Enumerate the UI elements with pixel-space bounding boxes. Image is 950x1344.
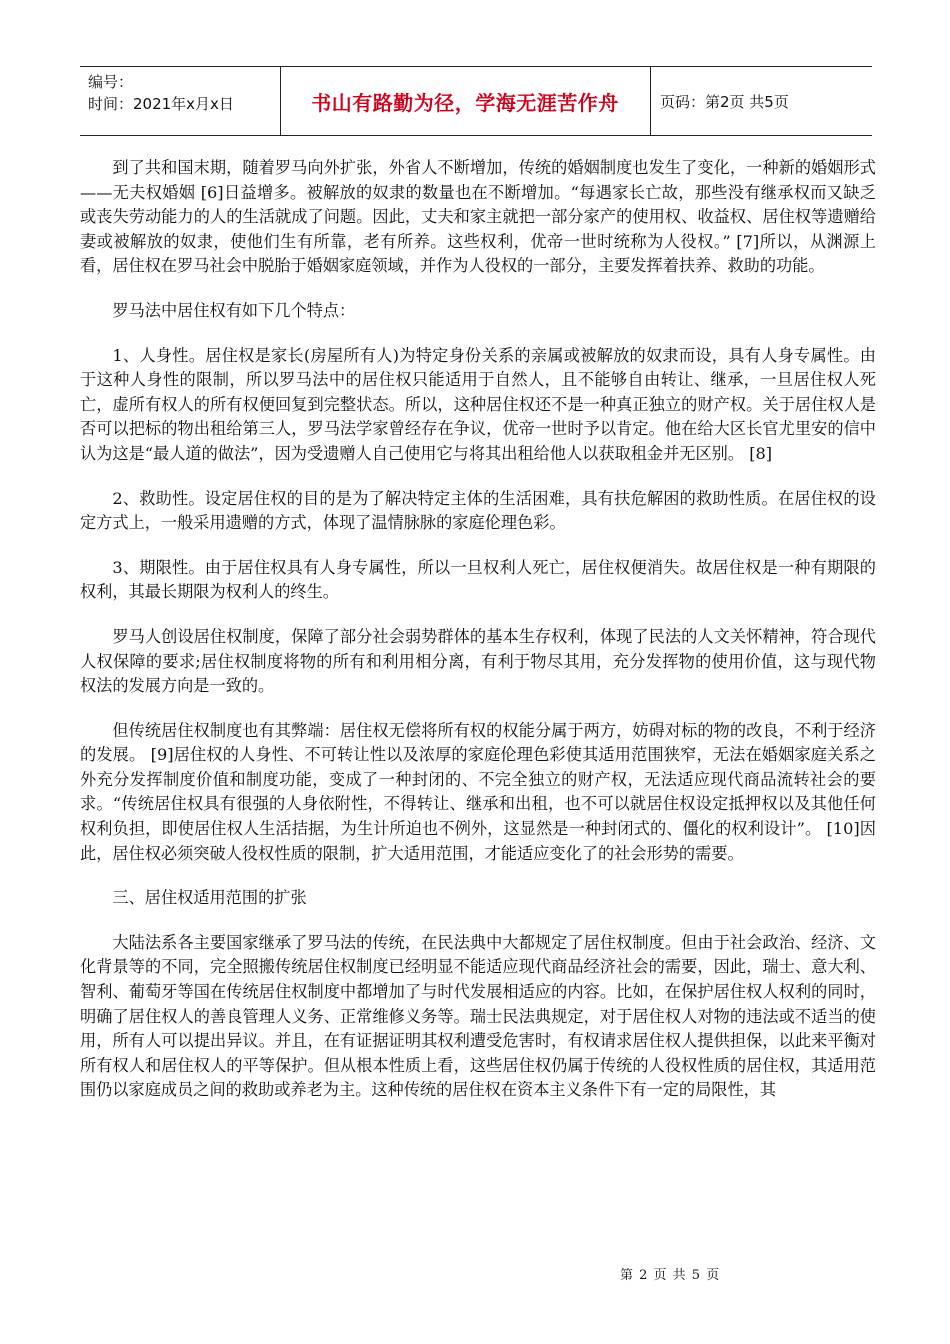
paragraph: 罗马人创设居住权制度，保障了部分社会弱势群体的基本生存权利，体现了民法的人文关怀精神，符合现代人权保障的要求;居住权制度将物的所有和利用相分离，有利于物尽其用，充分发挥物的使用价值，这与现代物权法的发展方向是一致的。 (80, 626, 876, 696)
document-number-label: 编号： (88, 73, 134, 91)
paragraph: 3、期限性。由于居住权具有人身专属性，所以一旦权利人死亡，居住权便消失。故居住权是一种有期限的权利，其最长期限为权利人的终生。 (80, 557, 876, 602)
section-heading: 三、居住权适用范围的扩张 (112, 888, 307, 908)
page-header (80, 66, 872, 136)
paragraph: 大陆法系各主要国家继承了罗马法的传统，在民法典中大都规定了居住权制度。但由于社会政治、经济、文化背景等的不同，完全照搬传统居住权制度已经明显不能适应现代商品经济社会的需要，因此，瑞士、意大利、智利、葡萄牙等国在传统居住权制度中都增加了与时代发展相适应的内容。比如，在保护居住权人权利的同时，明确了居住权人的善良管理人义务、正常维修义务等。瑞士民法典规定，对于居住权人对物的违法或不适当的使用，所有人可以提出异议。并且，在有证据证明其权利遭受危害时，有权请求居住权人提供担保，以此来平衡对所有权人和居住权人的平等保护。但从根本性质上看，这些居住权仍属于传统的人役权性质的居住权，其适用范围仍以家庭成员之间的救助或养老为主。这种传统的居住权在资本主义条件下有一定的局限性，其 (80, 932, 876, 1100)
paragraph: 到了共和国末期，随着罗马向外扩张，外省人不断增加，传统的婚姻制度也发生了变化，一种新的婚姻形式——无夫权婚姻 [6]日益增多。被解放的奴隶的数量也在不断增加。“每遇家长亡故，那些没有继承权而又缺乏或丧失劳动能力的人的生活就成了问题。因此，丈夫和家主就把一部分家产的使用权、收益权、居住权等遗赠给妻或被解放的奴隶，使他们生有所靠，老有所养。这些权利，优帝一世时统称为人役权。” [7]所以，从渊源上看，居住权在罗马社会中脱胎于婚姻家庭领域，并作为人役权的一部分，主要发挥着扶养、救助的功能。 (80, 158, 876, 276)
page-footer: 第 2 页 共 5 页 (620, 1268, 721, 1283)
paragraph: 罗马法中居住权有如下几个特点： (112, 300, 356, 320)
document-body (80, 156, 876, 1123)
paragraph: 但传统居住权制度也有其弊端：居住权无偿将所有权的权能分属于两方，妨碍对标的物的改良，不利于经济的发展。 [9]居住权的人身性、不可转让性以及浓厚的家庭伦理色彩使其适用范围狭窄，无法在婚姻家庭关系之外充分发挥制度价值和制度功能，变成了一种封闭的、不完全独立的财产权，无法适应现代商品流转社会的要求。“传统居住权具有很强的人身依附性，不得转让、继承和出租，也不可以就居住权设定抵押权以及其他任何权利负担，即使居住权人生活拮据，为生计所迫也不例外，这显然是一种封闭式的、僵化的权利设计”。 [10]因此，居住权必须突破人役权性质的限制，扩大适用范围，才能适应变化了的社会形势的需要。 (80, 720, 876, 863)
paragraph: 2、救助性。设定居住权的目的是为了解决特定主体的生活困难，具有扶危解困的救助性质。在居住权的设定方式上，一般采用遗赠的方式，体现了温情脉脉的家庭伦理色彩。 (80, 488, 876, 533)
header-meta (88, 71, 274, 115)
header-motto: 书山有路勤为径，学海无涯苦作舟 (311, 90, 619, 115)
header-page-number: 页码：第2页 共5页 (660, 92, 789, 111)
paragraph: 1、人身性。居住权是家长(房屋所有人)为特定身份关系的亲属或被解放的奴隶而设，具有人身专属性。由于这种人身性的限制，所以罗马法中的居住权只能适用于自然人，且不能够自由转让、继承，一旦居住权人死亡，虚所有权人的所有权便回复到完整状态。所以，这种居住权还不是一种真正独立的财产权。关于居住权人是否可以把标的物出租给第三人，罗马法学家曾经存在争议，优帝一世时予以肯定。他在给大区长官尤里安的信中认为这是“最人道的做法”，因为受遗赠人自己使用它与将其出租给他人以获取租金并无区别。 [8] (80, 345, 876, 463)
header-divider (650, 67, 651, 135)
document-time-label: 时间：2021年x月x日 (88, 95, 234, 113)
